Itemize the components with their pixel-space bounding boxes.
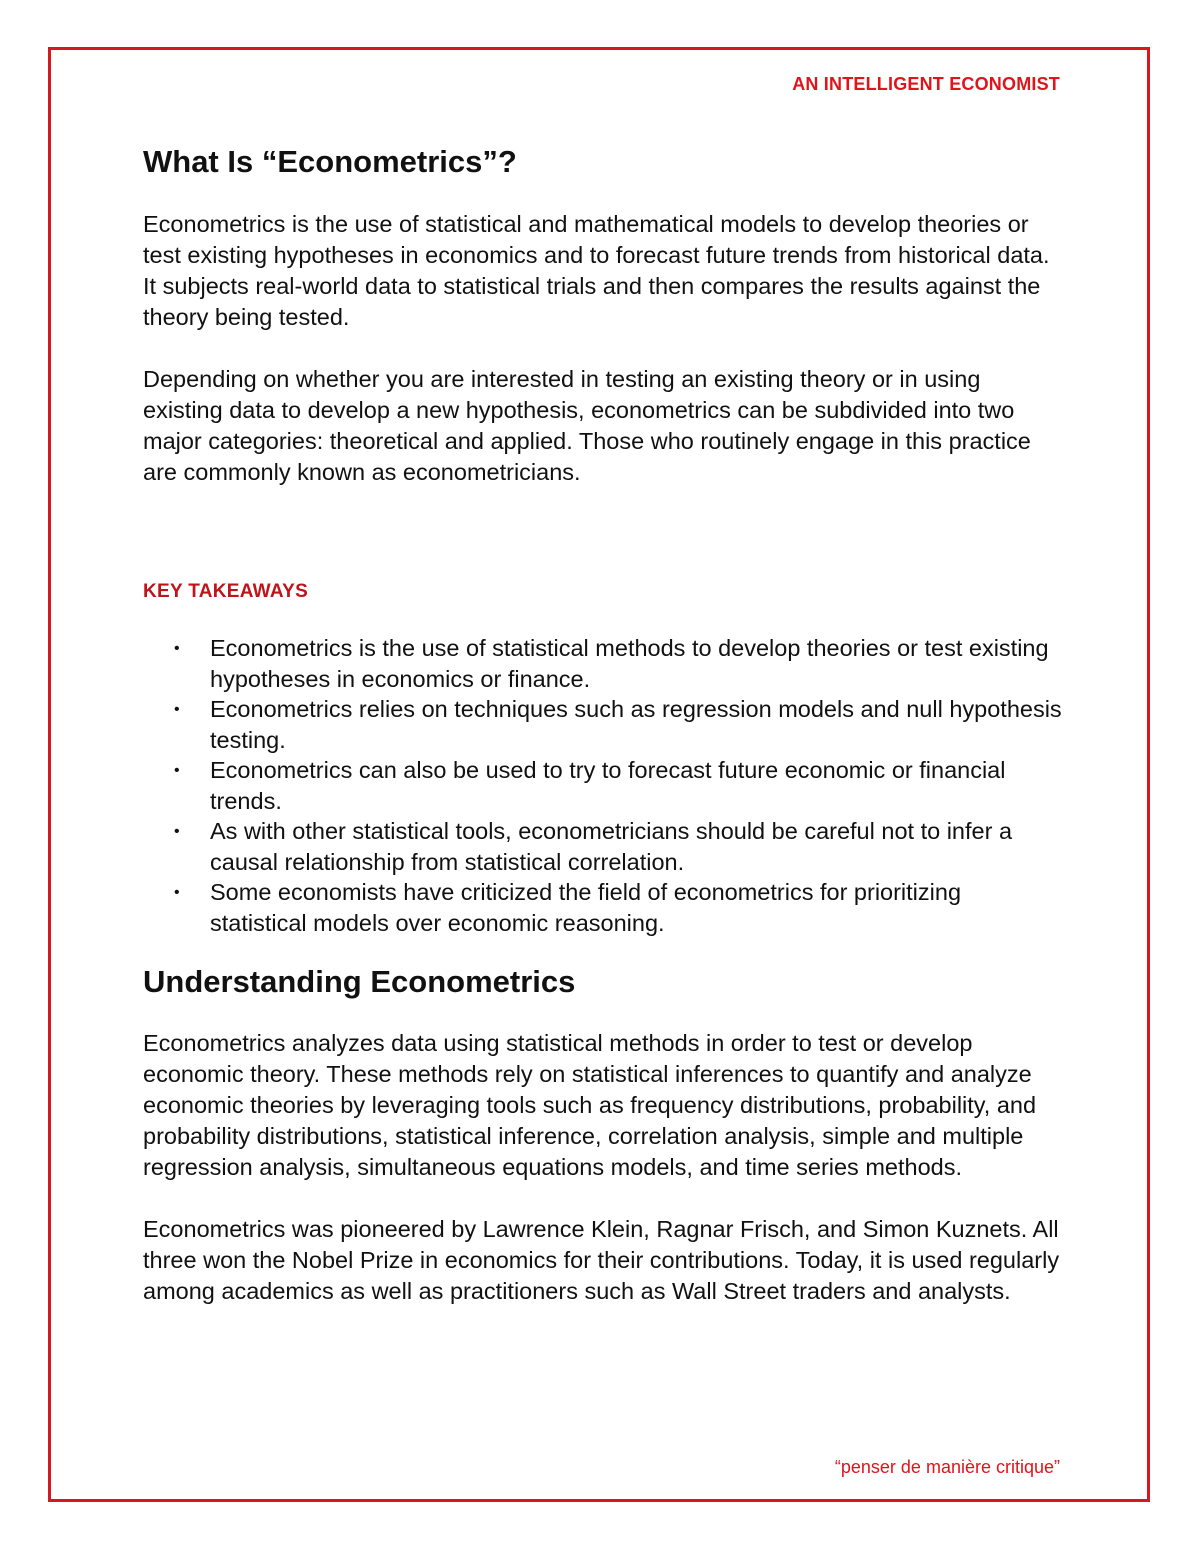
takeaway-item — [143, 877, 1063, 938]
takeaway-item — [143, 633, 1063, 694]
categories-paragraph: Depending on whether you are interested in testing an existing theory or in using existing data to develop a new hypothesis, econometrics can be subdivided into two major categories: theoretical and applied. Those who routinely engage in this practice are commonly known as econometricians. — [143, 366, 1031, 485]
bullet-icon: • — [174, 640, 180, 657]
header-brand: AN INTELLIGENT ECONOMIST — [792, 74, 1060, 94]
intro-paragraph: Econometrics is the use of statistical and mathematical models to develop theories or test existing hypotheses in economics and to forecast future trends from historical data. It subjects real-world data to statistical trials and then compares the results against the theory being tested. — [143, 211, 1050, 330]
takeaway-text: Some economists have criticized the field of econometrics for prioritizing statistical models over economic reasoning. — [210, 879, 962, 936]
takeaway-item — [143, 755, 1063, 816]
key-takeaways-list — [143, 633, 1063, 938]
bullet-icon: • — [174, 762, 180, 779]
methods-paragraph: Econometrics analyzes data using statistical methods in order to test or develop economic theory. These methods rely on statistical inferences to quantify and analyze economic theories by leveraging tools such as frequency distributions, probability, and probability distributions, statistical inference, correlation analysis, simple and multiple regression analysis, simultaneous equations models, and time series methods. — [143, 1030, 1037, 1180]
takeaway-text: Econometrics relies on techniques such as regression models and null hypothesis testing. — [210, 696, 1062, 753]
takeaway-text: Econometrics can also be used to try to forecast future economic or financial trends. — [210, 757, 1006, 814]
takeaway-item — [143, 816, 1063, 877]
takeaway-text: As with other statistical tools, econometricians should be careful not to infer a causal relationship from statistical correlation. — [210, 818, 1013, 875]
footer-quote: “penser de manière critique” — [834, 1457, 1060, 1477]
section-title-understanding-econometrics: Understanding Econometrics — [143, 964, 576, 999]
takeaway-text: Econometrics is the use of statistical methods to develop theories or test existing hypotheses in economics or finance. — [210, 635, 1049, 692]
key-takeaways-heading: KEY TAKEAWAYS — [143, 581, 309, 602]
bullet-icon: • — [174, 701, 180, 718]
takeaway-item — [143, 694, 1063, 755]
bullet-icon: • — [174, 823, 180, 840]
bullet-icon: • — [174, 884, 180, 901]
history-paragraph: Econometrics was pioneered by Lawrence Klein, Ragnar Frisch, and Simon Kuznets. All three won the Nobel Prize in economics for their contributions. Today, it is used regularly among academics as well as practitioners such as Wall Street traders and analysts. — [143, 1216, 1060, 1304]
document-body — [143, 140, 1063, 1307]
section-title-what-is-econometrics: What Is “Econometrics”? — [143, 144, 517, 179]
